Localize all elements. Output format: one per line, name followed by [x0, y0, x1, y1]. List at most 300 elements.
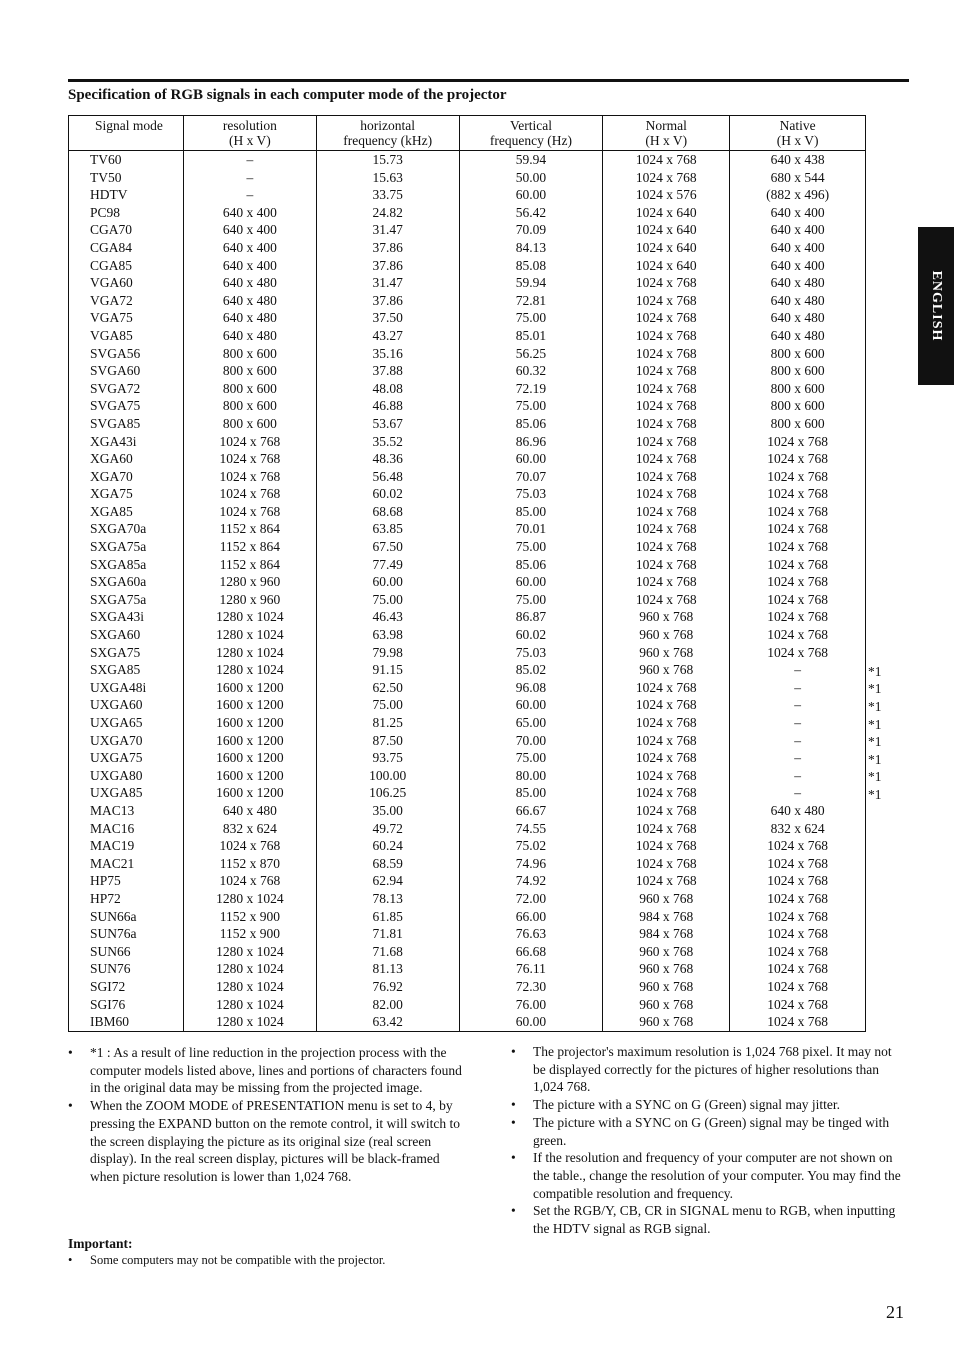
table-row: [69, 520, 866, 538]
cell-normal: 1024 x 768: [603, 591, 730, 609]
cell-normal: 1024 x 768: [603, 415, 730, 433]
cell-resolution: 640 x 480: [183, 292, 316, 310]
footnote-marker: *1: [868, 752, 882, 767]
cell-native: 1024 x 768: [730, 978, 866, 996]
header-native: [730, 116, 866, 151]
cell-vertical-frequency: 76.63: [459, 925, 603, 943]
cell-vertical-frequency: 85.00: [459, 503, 603, 521]
table-row: [69, 696, 866, 714]
cell-signal-mode: MAC21: [69, 855, 184, 873]
cell-signal-mode: SUN76a: [69, 925, 184, 943]
cell-normal: 1024 x 768: [603, 679, 730, 697]
table-row: [69, 732, 866, 750]
cell-normal: 1024 x 768: [603, 556, 730, 574]
cell-vertical-frequency: 85.08: [459, 257, 603, 275]
table-row: [69, 345, 866, 363]
cell-horizontal-frequency: 62.50: [316, 679, 459, 697]
cell-vertical-frequency: 66.68: [459, 943, 603, 961]
cell-native: –: [730, 767, 866, 785]
language-tab: [918, 227, 954, 385]
cell-resolution: 640 x 400: [183, 204, 316, 222]
table-body: [69, 151, 866, 1032]
cell-signal-mode: CGA84: [69, 239, 184, 257]
cell-native: 1024 x 768: [730, 925, 866, 943]
cell-vertical-frequency: 60.00: [459, 450, 603, 468]
cell-native: 1024 x 768: [730, 573, 866, 591]
cell-vertical-frequency: 60.32: [459, 362, 603, 380]
table-row: [69, 151, 866, 169]
cell-normal: 1024 x 768: [603, 485, 730, 503]
cell-signal-mode: SGI76: [69, 996, 184, 1014]
cell-signal-mode: XGA85: [69, 503, 184, 521]
right-notes: [511, 1043, 907, 1238]
cell-native: 1024 x 768: [730, 433, 866, 451]
cell-normal: 1024 x 576: [603, 186, 730, 204]
cell-resolution: 1024 x 768: [183, 872, 316, 890]
note-item: • When the ZOOM MODE of PRESENTATION menu is set to 4, by pressing the EXPAND button on the remote control, it will switch to the screen displaying the picture as its original size (real screen display). In the real screen display, pictures will be black-framed when picture resolution is lower than 1,024 768.: [68, 1097, 468, 1186]
table-row: [69, 890, 866, 908]
cell-resolution: 640 x 400: [183, 239, 316, 257]
cell-resolution: 1600 x 1200: [183, 784, 316, 802]
note-item: • If the resolution and frequency of your computer are not shown on the table., change the resolution of your computer. You may find the compatible resolution and frequency.: [511, 1149, 907, 1202]
cell-horizontal-frequency: 77.49: [316, 556, 459, 574]
cell-resolution: 1280 x 1024: [183, 943, 316, 961]
cell-horizontal-frequency: 37.86: [316, 257, 459, 275]
table-row: [69, 573, 866, 591]
cell-signal-mode: SXGA70a: [69, 520, 184, 538]
table-row: [69, 538, 866, 556]
cell-signal-mode: TV50: [69, 169, 184, 187]
cell-normal: 960 x 768: [603, 661, 730, 679]
table-row: [69, 837, 866, 855]
cell-vertical-frequency: 84.13: [459, 239, 603, 257]
cell-native: –: [730, 749, 866, 767]
cell-vertical-frequency: 96.08: [459, 679, 603, 697]
cell-native: 680 x 544: [730, 169, 866, 187]
cell-resolution: 800 x 600: [183, 380, 316, 398]
cell-signal-mode: XGA43i: [69, 433, 184, 451]
footnote-marker: *1: [868, 734, 882, 749]
table-row: [69, 925, 866, 943]
cell-horizontal-frequency: 37.86: [316, 239, 459, 257]
cell-vertical-frequency: 85.06: [459, 415, 603, 433]
table-row: [69, 309, 866, 327]
footnote-marker: *1: [868, 681, 882, 696]
cell-vertical-frequency: 86.96: [459, 433, 603, 451]
cell-native: –: [730, 679, 866, 697]
cell-horizontal-frequency: 68.59: [316, 855, 459, 873]
cell-vertical-frequency: 85.01: [459, 327, 603, 345]
cell-horizontal-frequency: 91.15: [316, 661, 459, 679]
cell-signal-mode: UXGA75: [69, 749, 184, 767]
cell-signal-mode: SXGA85: [69, 661, 184, 679]
cell-vertical-frequency: 85.06: [459, 556, 603, 574]
cell-resolution: 1280 x 960: [183, 573, 316, 591]
cell-signal-mode: SUN66: [69, 943, 184, 961]
cell-native: 1024 x 768: [730, 626, 866, 644]
table-row: [69, 239, 866, 257]
table-row: [69, 204, 866, 222]
cell-horizontal-frequency: 37.88: [316, 362, 459, 380]
cell-horizontal-frequency: 68.68: [316, 503, 459, 521]
cell-native: 800 x 600: [730, 397, 866, 415]
cell-resolution: 1152 x 864: [183, 556, 316, 574]
cell-signal-mode: VGA85: [69, 327, 184, 345]
cell-resolution: 640 x 400: [183, 221, 316, 239]
cell-native: –: [730, 784, 866, 802]
cell-resolution: 1280 x 1024: [183, 996, 316, 1014]
cell-native: 640 x 400: [730, 257, 866, 275]
cell-resolution: –: [183, 151, 316, 169]
cell-normal: 1024 x 768: [603, 855, 730, 873]
cell-horizontal-frequency: 106.25: [316, 784, 459, 802]
header-signal-mode: [69, 116, 184, 151]
cell-vertical-frequency: 75.00: [459, 309, 603, 327]
table-row: [69, 679, 866, 697]
cell-native: 640 x 480: [730, 309, 866, 327]
cell-resolution: 640 x 480: [183, 802, 316, 820]
cell-resolution: 1280 x 1024: [183, 644, 316, 662]
cell-native: 1024 x 768: [730, 644, 866, 662]
cell-native: 640 x 480: [730, 327, 866, 345]
cell-normal: 1024 x 768: [603, 749, 730, 767]
cell-native: 1024 x 768: [730, 837, 866, 855]
table-row: [69, 169, 866, 187]
cell-horizontal-frequency: 81.13: [316, 960, 459, 978]
cell-native: 1024 x 768: [730, 485, 866, 503]
cell-normal: 1024 x 768: [603, 837, 730, 855]
table-row: [69, 485, 866, 503]
table-row: [69, 978, 866, 996]
cell-signal-mode: SXGA75: [69, 644, 184, 662]
cell-normal: 1024 x 768: [603, 872, 730, 890]
cell-signal-mode: SXGA85a: [69, 556, 184, 574]
cell-native: 800 x 600: [730, 415, 866, 433]
cell-resolution: 1024 x 768: [183, 433, 316, 451]
table-row: [69, 221, 866, 239]
cell-normal: 1024 x 640: [603, 221, 730, 239]
header-vertical-frequency: [459, 116, 603, 151]
cell-native: 1024 x 768: [730, 520, 866, 538]
cell-normal: 1024 x 768: [603, 362, 730, 380]
cell-normal: 1024 x 768: [603, 732, 730, 750]
header-line: resolution: [222, 118, 277, 133]
cell-signal-mode: SXGA60: [69, 626, 184, 644]
cell-normal: 1024 x 768: [603, 468, 730, 486]
cell-normal: 984 x 768: [603, 925, 730, 943]
cell-native: 640 x 400: [730, 221, 866, 239]
cell-resolution: 1280 x 1024: [183, 661, 316, 679]
page-title: Specification of RGB signals in each computer mode of the projector: [68, 87, 507, 103]
cell-vertical-frequency: 72.00: [459, 890, 603, 908]
cell-horizontal-frequency: 37.50: [316, 309, 459, 327]
cell-horizontal-frequency: 71.68: [316, 943, 459, 961]
header-line: frequency (kHz): [343, 133, 433, 148]
note-item: • The picture with a SYNC on G (Green) signal may be tinged with green.: [511, 1114, 907, 1149]
cell-horizontal-frequency: 43.27: [316, 327, 459, 345]
cell-signal-mode: XGA75: [69, 485, 184, 503]
cell-vertical-frequency: 60.00: [459, 1013, 603, 1031]
cell-signal-mode: SVGA60: [69, 362, 184, 380]
cell-normal: 1024 x 768: [603, 327, 730, 345]
cell-vertical-frequency: 60.00: [459, 186, 603, 204]
cell-horizontal-frequency: 82.00: [316, 996, 459, 1014]
table-row: [69, 503, 866, 521]
cell-native: –: [730, 732, 866, 750]
cell-normal: 1024 x 768: [603, 151, 730, 169]
cell-normal: 1024 x 768: [603, 767, 730, 785]
cell-vertical-frequency: 85.00: [459, 784, 603, 802]
header-line: Native: [779, 118, 816, 133]
table-row: [69, 556, 866, 574]
table-row: [69, 802, 866, 820]
cell-native: 1024 x 768: [730, 556, 866, 574]
cell-horizontal-frequency: 87.50: [316, 732, 459, 750]
cell-resolution: 1600 x 1200: [183, 749, 316, 767]
cell-signal-mode: CGA85: [69, 257, 184, 275]
rgb-spec-table: [68, 115, 866, 1032]
cell-native: 640 x 400: [730, 204, 866, 222]
table-row: [69, 468, 866, 486]
cell-horizontal-frequency: 79.98: [316, 644, 459, 662]
cell-native: 800 x 600: [730, 345, 866, 363]
cell-native: –: [730, 714, 866, 732]
cell-horizontal-frequency: 31.47: [316, 274, 459, 292]
table-row: [69, 820, 866, 838]
cell-vertical-frequency: 80.00: [459, 767, 603, 785]
cell-native: 1024 x 768: [730, 1013, 866, 1031]
table-row: [69, 714, 866, 732]
table-row: [69, 960, 866, 978]
cell-horizontal-frequency: 35.16: [316, 345, 459, 363]
cell-normal: 984 x 768: [603, 908, 730, 926]
cell-resolution: 1152 x 864: [183, 520, 316, 538]
page-number: 21: [886, 1302, 904, 1322]
cell-normal: 960 x 768: [603, 644, 730, 662]
cell-signal-mode: VGA60: [69, 274, 184, 292]
cell-native: 1024 x 768: [730, 503, 866, 521]
cell-native: 640 x 480: [730, 274, 866, 292]
cell-vertical-frequency: 59.94: [459, 151, 603, 169]
table-header-row: [69, 116, 866, 151]
header-line: (H x V): [228, 133, 271, 148]
cell-horizontal-frequency: 63.85: [316, 520, 459, 538]
cell-native: 1024 x 768: [730, 608, 866, 626]
cell-vertical-frequency: 60.02: [459, 626, 603, 644]
cell-signal-mode: MAC16: [69, 820, 184, 838]
table-row: [69, 784, 866, 802]
table-row: [69, 749, 866, 767]
table-row: [69, 626, 866, 644]
cell-normal: 1024 x 768: [603, 450, 730, 468]
header-line: Signal mode: [95, 118, 163, 133]
cell-resolution: 640 x 480: [183, 274, 316, 292]
table-row: [69, 996, 866, 1014]
table-row: [69, 274, 866, 292]
table-row: [69, 591, 866, 609]
cell-signal-mode: HP75: [69, 872, 184, 890]
cell-native: 1024 x 768: [730, 943, 866, 961]
cell-resolution: 640 x 480: [183, 309, 316, 327]
cell-normal: 1024 x 768: [603, 573, 730, 591]
header-resolution: [183, 116, 316, 151]
cell-horizontal-frequency: 61.85: [316, 908, 459, 926]
cell-normal: 1024 x 768: [603, 538, 730, 556]
cell-vertical-frequency: 70.01: [459, 520, 603, 538]
important-notes: [68, 1252, 488, 1269]
cell-horizontal-frequency: 48.08: [316, 380, 459, 398]
cell-vertical-frequency: 50.00: [459, 169, 603, 187]
cell-native: 800 x 600: [730, 380, 866, 398]
cell-horizontal-frequency: 71.81: [316, 925, 459, 943]
cell-vertical-frequency: 74.55: [459, 820, 603, 838]
cell-signal-mode: SXGA75a: [69, 538, 184, 556]
cell-vertical-frequency: 75.00: [459, 538, 603, 556]
table-row: [69, 415, 866, 433]
table-row: [69, 661, 866, 679]
cell-resolution: 1152 x 870: [183, 855, 316, 873]
cell-horizontal-frequency: 56.48: [316, 468, 459, 486]
cell-native: –: [730, 696, 866, 714]
cell-horizontal-frequency: 63.98: [316, 626, 459, 644]
cell-resolution: 800 x 600: [183, 415, 316, 433]
cell-native: 1024 x 768: [730, 591, 866, 609]
cell-resolution: 1600 x 1200: [183, 679, 316, 697]
cell-normal: 1024 x 768: [603, 820, 730, 838]
cell-normal: 1024 x 640: [603, 204, 730, 222]
cell-signal-mode: XGA70: [69, 468, 184, 486]
cell-horizontal-frequency: 62.94: [316, 872, 459, 890]
cell-vertical-frequency: 75.03: [459, 644, 603, 662]
cell-horizontal-frequency: 75.00: [316, 696, 459, 714]
cell-vertical-frequency: 65.00: [459, 714, 603, 732]
cell-resolution: 1280 x 1024: [183, 608, 316, 626]
cell-signal-mode: UXGA80: [69, 767, 184, 785]
cell-native: 1024 x 768: [730, 872, 866, 890]
left-notes: [68, 1044, 468, 1186]
cell-horizontal-frequency: 75.00: [316, 591, 459, 609]
cell-horizontal-frequency: 15.73: [316, 151, 459, 169]
important-heading: Important:: [68, 1236, 133, 1251]
cell-native: 1024 x 768: [730, 908, 866, 926]
cell-signal-mode: SUN76: [69, 960, 184, 978]
footnote-marker: *1: [868, 769, 882, 784]
cell-signal-mode: SXGA60a: [69, 573, 184, 591]
footnote-marker: *1: [868, 699, 882, 714]
table-row: [69, 908, 866, 926]
cell-horizontal-frequency: 60.24: [316, 837, 459, 855]
top-rule: [68, 79, 909, 82]
cell-normal: 960 x 768: [603, 960, 730, 978]
cell-vertical-frequency: 70.09: [459, 221, 603, 239]
cell-resolution: 640 x 480: [183, 327, 316, 345]
cell-normal: 1024 x 768: [603, 345, 730, 363]
cell-resolution: 832 x 624: [183, 820, 316, 838]
cell-normal: 960 x 768: [603, 1013, 730, 1031]
cell-signal-mode: SVGA85: [69, 415, 184, 433]
cell-resolution: 1600 x 1200: [183, 696, 316, 714]
cell-vertical-frequency: 74.96: [459, 855, 603, 873]
cell-signal-mode: TV60: [69, 151, 184, 169]
cell-horizontal-frequency: 35.52: [316, 433, 459, 451]
cell-resolution: 1024 x 768: [183, 485, 316, 503]
cell-vertical-frequency: 56.25: [459, 345, 603, 363]
cell-horizontal-frequency: 48.36: [316, 450, 459, 468]
cell-normal: 960 x 768: [603, 996, 730, 1014]
cell-resolution: 1280 x 1024: [183, 978, 316, 996]
cell-signal-mode: PC98: [69, 204, 184, 222]
cell-resolution: 1600 x 1200: [183, 732, 316, 750]
cell-resolution: 1152 x 864: [183, 538, 316, 556]
cell-resolution: –: [183, 169, 316, 187]
language-tab-label: ENGLISH: [929, 270, 944, 342]
cell-vertical-frequency: 66.67: [459, 802, 603, 820]
cell-normal: 1024 x 768: [603, 397, 730, 415]
table-row: [69, 380, 866, 398]
cell-vertical-frequency: 70.07: [459, 468, 603, 486]
cell-vertical-frequency: 75.03: [459, 485, 603, 503]
cell-resolution: 1600 x 1200: [183, 714, 316, 732]
cell-native: 1024 x 768: [730, 960, 866, 978]
cell-signal-mode: VGA75: [69, 309, 184, 327]
table-row: [69, 433, 866, 451]
cell-signal-mode: IBM60: [69, 1013, 184, 1031]
cell-horizontal-frequency: 33.75: [316, 186, 459, 204]
cell-native: 1024 x 768: [730, 468, 866, 486]
table-row: [69, 362, 866, 380]
cell-signal-mode: SGI72: [69, 978, 184, 996]
cell-native: 1024 x 768: [730, 450, 866, 468]
cell-horizontal-frequency: 15.63: [316, 169, 459, 187]
cell-horizontal-frequency: 78.13: [316, 890, 459, 908]
cell-normal: 960 x 768: [603, 890, 730, 908]
cell-normal: 1024 x 768: [603, 784, 730, 802]
cell-resolution: 1024 x 768: [183, 503, 316, 521]
cell-normal: 960 x 768: [603, 978, 730, 996]
cell-horizontal-frequency: 24.82: [316, 204, 459, 222]
cell-vertical-frequency: 66.00: [459, 908, 603, 926]
footnote-marker: *1: [868, 717, 882, 732]
header-normal: [603, 116, 730, 151]
cell-resolution: 1280 x 1024: [183, 1013, 316, 1031]
cell-signal-mode: UXGA70: [69, 732, 184, 750]
cell-vertical-frequency: 72.19: [459, 380, 603, 398]
header-line: (H x V): [776, 133, 819, 148]
cell-resolution: 1280 x 960: [183, 591, 316, 609]
cell-resolution: 800 x 600: [183, 362, 316, 380]
cell-resolution: 800 x 600: [183, 397, 316, 415]
cell-normal: 1024 x 768: [603, 714, 730, 732]
cell-resolution: 1600 x 1200: [183, 767, 316, 785]
cell-vertical-frequency: 60.00: [459, 573, 603, 591]
cell-native: 1024 x 768: [730, 855, 866, 873]
cell-normal: 1024 x 768: [603, 802, 730, 820]
cell-native: 640 x 480: [730, 292, 866, 310]
cell-resolution: 1152 x 900: [183, 908, 316, 926]
cell-horizontal-frequency: 46.43: [316, 608, 459, 626]
cell-normal: 1024 x 768: [603, 433, 730, 451]
table-row: [69, 397, 866, 415]
cell-vertical-frequency: 75.00: [459, 397, 603, 415]
table-row: [69, 872, 866, 890]
cell-normal: 960 x 768: [603, 943, 730, 961]
cell-vertical-frequency: 75.00: [459, 749, 603, 767]
cell-resolution: 1024 x 768: [183, 450, 316, 468]
cell-horizontal-frequency: 53.67: [316, 415, 459, 433]
cell-vertical-frequency: 70.00: [459, 732, 603, 750]
cell-native: 800 x 600: [730, 362, 866, 380]
note-item: • The picture with a SYNC on G (Green) signal may jitter.: [511, 1096, 907, 1114]
